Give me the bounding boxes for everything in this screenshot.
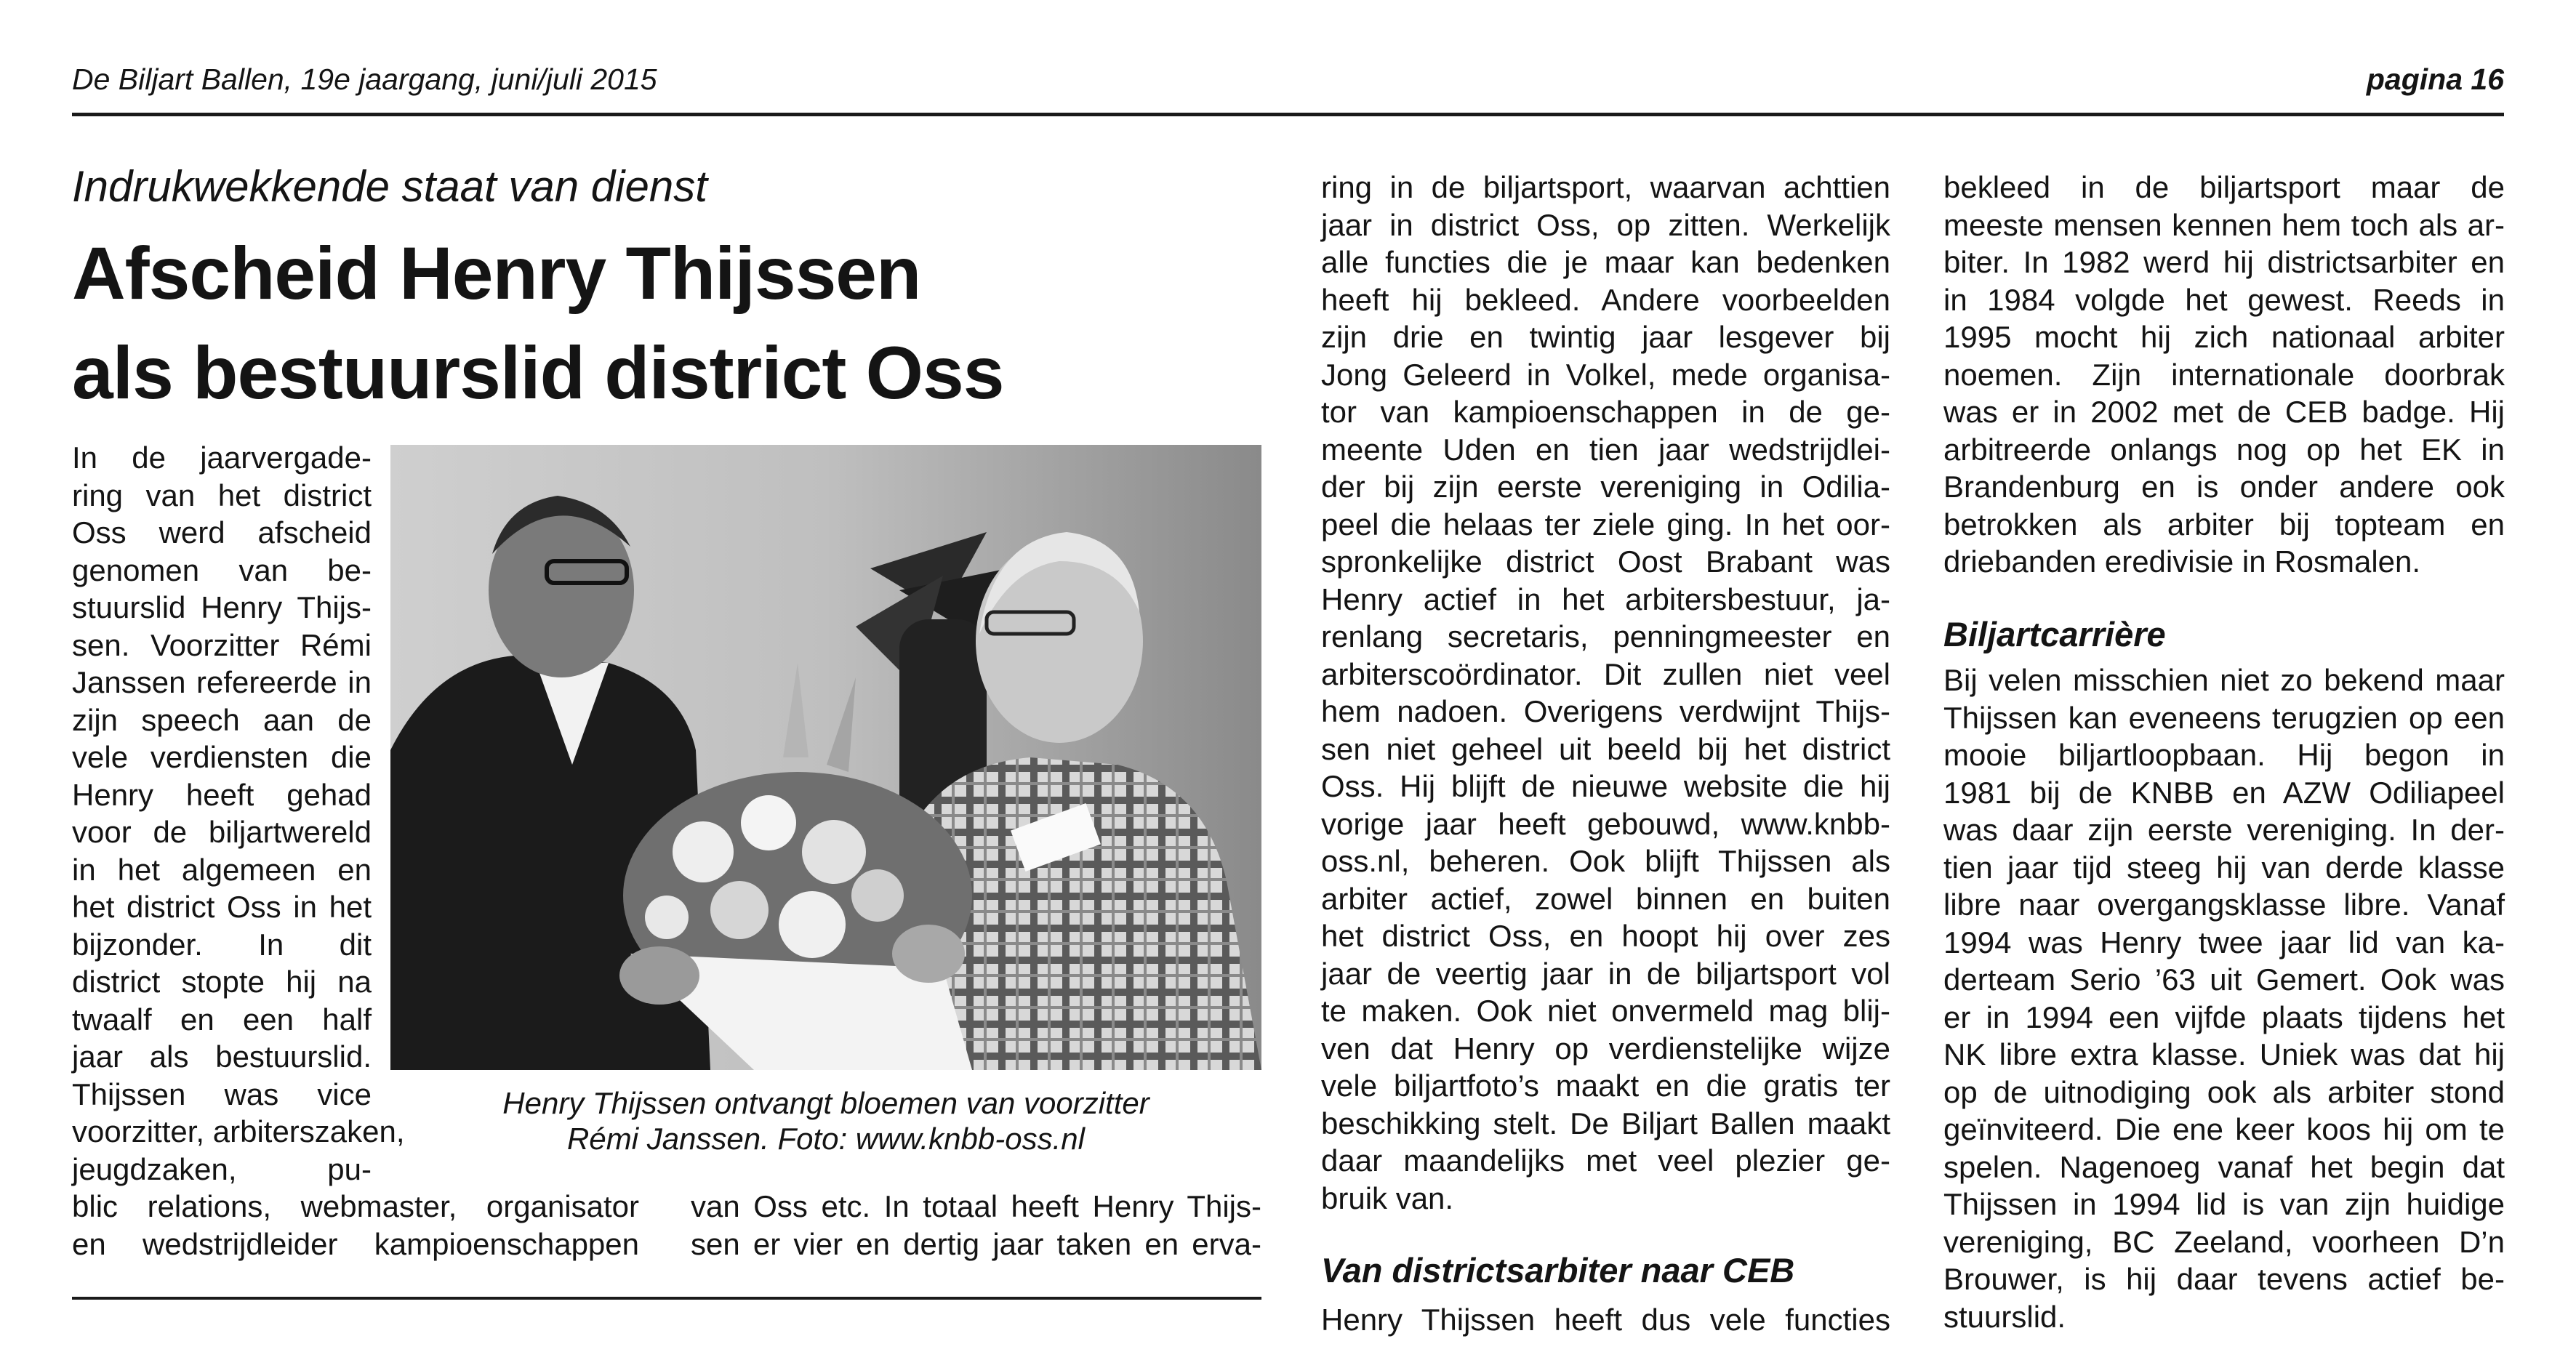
text-line: ring in de biljartsport, waarvan achttien: [1321, 170, 1890, 204]
text-line: bruik van.: [1321, 1180, 1454, 1215]
text-line: tor van kampioenschappen in de ge-: [1321, 395, 1890, 429]
text-line: Brandenburg en is onder andere ook: [1943, 470, 2505, 504]
text-line: ven dat Henry op verdienstelijke wijze: [1321, 1031, 1890, 1066]
text-line: bijzonder. In dit: [72, 927, 372, 962]
article-headline-line-2: als bestuurslid district Oss: [72, 331, 1004, 414]
text-line: vele biljartfoto’s maakt en die gratis ter: [1321, 1069, 1890, 1103]
text-line: heeft hij bekleed. Andere voorbeelden: [1321, 282, 1890, 317]
text-line: jaar de veertig jaar in de biljartsport vol: [1321, 956, 1890, 991]
text-line: 1995 mocht hij zich nationaal arbiter: [1943, 320, 2505, 354]
text-line: Thijssen kan eveneens terugzien op een: [1943, 700, 2505, 735]
text-line: was er in 2002 met de CEB badge. Hij: [1943, 395, 2505, 429]
text-line: arbiter actief, zowel binnen en buiten: [1321, 881, 1890, 916]
text-line: Brouwer, is hij daar tevens actief be-: [1943, 1262, 2505, 1296]
text-line: meeste mensen kennen hem toch als ar-: [1943, 207, 2505, 242]
text-line: biter. In 1982 werd hij districtsarbiter en: [1943, 245, 2505, 279]
text-line: peel die helaas ter ziele ging. In het oor-: [1321, 507, 1890, 542]
text-line: twaalf en een half: [72, 1002, 372, 1037]
text-line: en wedstrijdleider kampioenschappen: [72, 1226, 639, 1261]
text-line: blic relations, webmaster, organisator: [72, 1189, 639, 1223]
text-line: Thijssen was vice: [72, 1077, 372, 1111]
text-line: noemen. Zijn internationale doorbrak: [1943, 357, 2505, 392]
text-line: arbiterscoördinator. Dit zullen niet veel: [1321, 656, 1890, 691]
text-line: betrokken als arbiter bij topteam en: [1943, 507, 2505, 542]
text-line: ring van het district: [72, 478, 372, 512]
text-line: Bij velen misschien niet zo bekend maar: [1943, 663, 2505, 697]
text-line: sen er vier en dertig jaar taken en erva-: [691, 1226, 1261, 1261]
text-line: vereniging, BC Zeeland, voorheen D’n: [1943, 1224, 2505, 1259]
text-line: In de jaarvergade-: [72, 440, 372, 475]
text-line: het district Oss, en hoopt hij over zes: [1321, 919, 1890, 953]
text-line: derteam Serio ’63 uit Gemert. Ook was: [1943, 962, 2505, 997]
text-line: zijn drie en twintig jaar lesgever bij: [1321, 320, 1890, 354]
text-line: daar maandelijks met veel plezier ge-: [1321, 1143, 1890, 1178]
text-line: jaar in district Oss, op zitten. Werkelijk: [1321, 207, 1890, 242]
text-line: driebanden eredivisie in Rosmalen.: [1943, 544, 2421, 579]
text-line: vele verdiensten die: [72, 740, 372, 774]
text-line: in 1984 volgde het gewest. Reeds in: [1943, 282, 2505, 317]
text-line: voorzitter, arbiterszaken,: [72, 1114, 405, 1148]
text-line: het district Oss in het: [72, 890, 372, 924]
header-rule: [72, 113, 2504, 116]
photo-caption-line-1: Henry Thijssen ontvangt bloemen van voorzitter: [502, 1086, 1149, 1120]
text-line: alle functies die je maar kan bedenken: [1321, 245, 1890, 279]
text-line: renlang secretaris, penningmeester en: [1321, 619, 1890, 653]
photo-caption-line-2: Rémi Janssen. Foto: www.knbb-oss.nl: [567, 1122, 1085, 1156]
text-line: was daar zijn eerste vereniging. In der-: [1943, 813, 2505, 847]
text-line: er in 1994 een vijfde plaats tijdens het: [1943, 999, 2505, 1034]
text-line: oss.nl, beheren. Ook blijft Thijssen als: [1321, 844, 1890, 878]
text-line: beschikking stelt. De Biljart Ballen maakt: [1321, 1106, 1890, 1140]
text-line: 1981 bij de KNBB en AZW Odiliapeel: [1943, 775, 2505, 810]
article-kicker: Indrukwekkende staat van dienst: [72, 162, 707, 211]
text-line: Henry Thijssen heeft dus vele functies: [1321, 1303, 1890, 1337]
text-line: meente Uden en tien jaar wedstrijdlei-: [1321, 432, 1890, 467]
text-line: Jong Geleerd in Volkel, mede organisa-: [1321, 357, 1890, 392]
text-line: Henry heeft gehad: [72, 777, 372, 812]
article-bottom-rule: [72, 1297, 1261, 1300]
text-line: te maken. Ook niet onvermeld mag blij-: [1321, 994, 1890, 1028]
text-line: stuurslid Henry Thijs-: [72, 590, 372, 624]
text-line: zijn speech aan de: [72, 702, 372, 737]
text-line: mooie biljartloopbaan. Hij begon in: [1943, 738, 2505, 772]
running-header-left: De Biljart Ballen, 19e jaargang, juni/juli 2015: [72, 63, 657, 96]
text-line: jaar als bestuurslid.: [72, 1039, 372, 1074]
text-line: der bij zijn eerste vereniging in Odilia-: [1321, 470, 1890, 504]
text-line: voor de biljartwereld: [72, 815, 372, 849]
subhead-biljartcarriere: Biljartcarrière: [1943, 615, 2166, 653]
text-line: bekleed in de biljartsport maar de: [1943, 170, 2505, 204]
text-line: stuurslid.: [1943, 1299, 2066, 1334]
text-line: Oss. Hij blijft de nieuwe website die hij: [1321, 769, 1890, 803]
article-headline-line-1: Afscheid Henry Thijssen: [72, 232, 921, 315]
text-line: Henry actief in het arbitersbestuur, ja-: [1321, 582, 1890, 616]
article-photo: [390, 445, 1261, 1070]
text-line: NK libre extra klasse. Uniek was dat hij: [1943, 1037, 2505, 1071]
text-line: hem nadoen. Overigens verdwijnt Thijs-: [1321, 694, 1890, 728]
text-line: vorige jaar heeft gebouwd, www.knbb-: [1321, 806, 1890, 841]
text-line: Thijssen in 1994 lid is van zijn huidige: [1943, 1187, 2505, 1221]
page-number: pagina 16: [2366, 63, 2504, 96]
text-line: op de uitnodiging ook als arbiter stond: [1943, 1074, 2505, 1109]
text-line: in het algemeen en: [72, 852, 372, 887]
text-line: spronkelijke district Oost Brabant was: [1321, 544, 1890, 579]
text-line: jeugdzaken, pu-: [72, 1151, 372, 1186]
text-line: van Oss etc. In totaal heeft Henry Thijs-: [691, 1189, 1261, 1223]
photo-two-men-flowers-icon: [390, 445, 1261, 1070]
text-line: Janssen refereerde in: [72, 665, 372, 699]
text-line: libre naar overgangsklasse libre. Vanaf: [1943, 888, 2505, 922]
text-line: Oss werd afscheid: [72, 515, 372, 550]
subhead-van-districtsarbiter: Van districtsarbiter naar CEB: [1321, 1251, 1795, 1289]
text-line: arbitreerde onlangs nog op het EK in: [1943, 432, 2505, 467]
text-line: tien jaar tijd steeg hij van derde klasse: [1943, 850, 2505, 885]
text-line: sen. Voorzitter Rémi: [72, 627, 372, 662]
text-line: genomen van be-: [72, 552, 372, 587]
text-line: sen niet geheel uit beeld bij het district: [1321, 731, 1890, 766]
text-line: geïnviteerd. Die ene keer koos hij om te: [1943, 1112, 2505, 1146]
text-line: 1994 was Henry twee jaar lid van ka-: [1943, 925, 2505, 959]
text-line: spelen. Nagenoeg vanaf het begin dat: [1943, 1149, 2505, 1184]
text-line: district stopte hij na: [72, 965, 372, 999]
